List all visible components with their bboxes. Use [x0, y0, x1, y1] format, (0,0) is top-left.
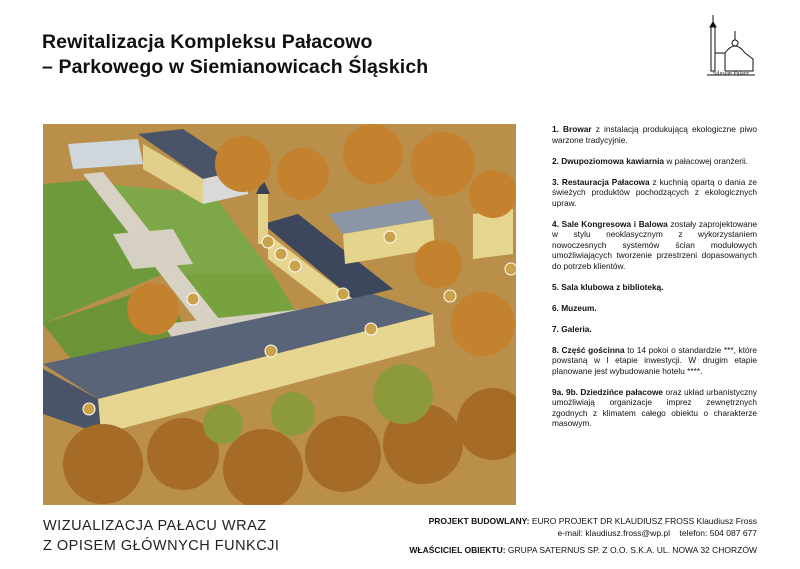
page-title: [42, 30, 428, 80]
logo-text: Silesian Palace: [712, 71, 750, 77]
subtitle-line-2: Z OPISEM GŁÓWNYCH FUNKCJI: [43, 538, 280, 554]
subtitle-line-1: WIZUALIZACJA PAŁACU WRAZ: [43, 518, 267, 534]
function-item-4: 4. Sale Kongresowa i Balowa zostały zaprojektowane w stylu neoklasycznym z wykorzystaniem nowoczesnych systemów ścian modułowych umożliwiających tworzenie przestrzeni dopasowanych do potrzeb klientów.: [552, 218, 757, 271]
email-text: e-mail: klaudiusz.fross@wp.pl: [557, 528, 671, 538]
function-item-5: 5. Sala klubowa z biblioteką.: [552, 281, 664, 292]
palace-visualization-image: [43, 124, 516, 505]
title-line-2: – Parkowego w Siemianowicach Śląskich: [42, 56, 429, 78]
function-item-9: 9a. 9b. Dziedzińce pałacowe oraz układ urbanistyczny umożliwiają organizacje imprez zewnętrznych zgodnych z klimatem całego obiektu o charakterze masowym.: [552, 386, 757, 428]
function-item-8: 8. Część gościnna to 14 pokoi o standardzie ***, które powstaną w I etapie inwestycji. W drugim etapie planowane jest wybudowanie hotelu ****.: [552, 344, 757, 376]
function-item-2: 2. Dwupoziomowa kawiarnia w pałacowej oranżerii.: [552, 155, 748, 166]
function-item-7: 7. Galeria.: [552, 323, 592, 334]
function-item-6: 6. Muzeum.: [552, 302, 597, 313]
functions-list: [552, 124, 757, 439]
title-line-1: Rewitalizacja Kompleksu Pałacowo: [42, 31, 373, 53]
credits: [409, 515, 757, 556]
project-credit: PROJEKT BUDOWLANY: EURO PROJEKT DR KLAUDIUSZ FROSS Klaudiusz Fross: [428, 516, 757, 526]
contact-info: [409, 527, 757, 539]
phone-text: telefon: 504 087 677: [679, 528, 757, 538]
visualization-subtitle: [43, 516, 279, 556]
function-item-3: 3. Restauracja Pałacowa z kuchnią opartą o dania ze świeżych produktów pochodzących z ekologicznych upraw.: [552, 176, 758, 208]
owner-credit: WŁAŚCICIEL OBIEKTU: GRUPA SATERNUS SP. Z O.O. S.K.A. UL. NOWA 32 CHORZÓW: [409, 545, 757, 555]
function-item-1: 1. Browar z instalacją produkującą ekologiczne piwo warzone tradycyjnie.: [552, 124, 757, 145]
